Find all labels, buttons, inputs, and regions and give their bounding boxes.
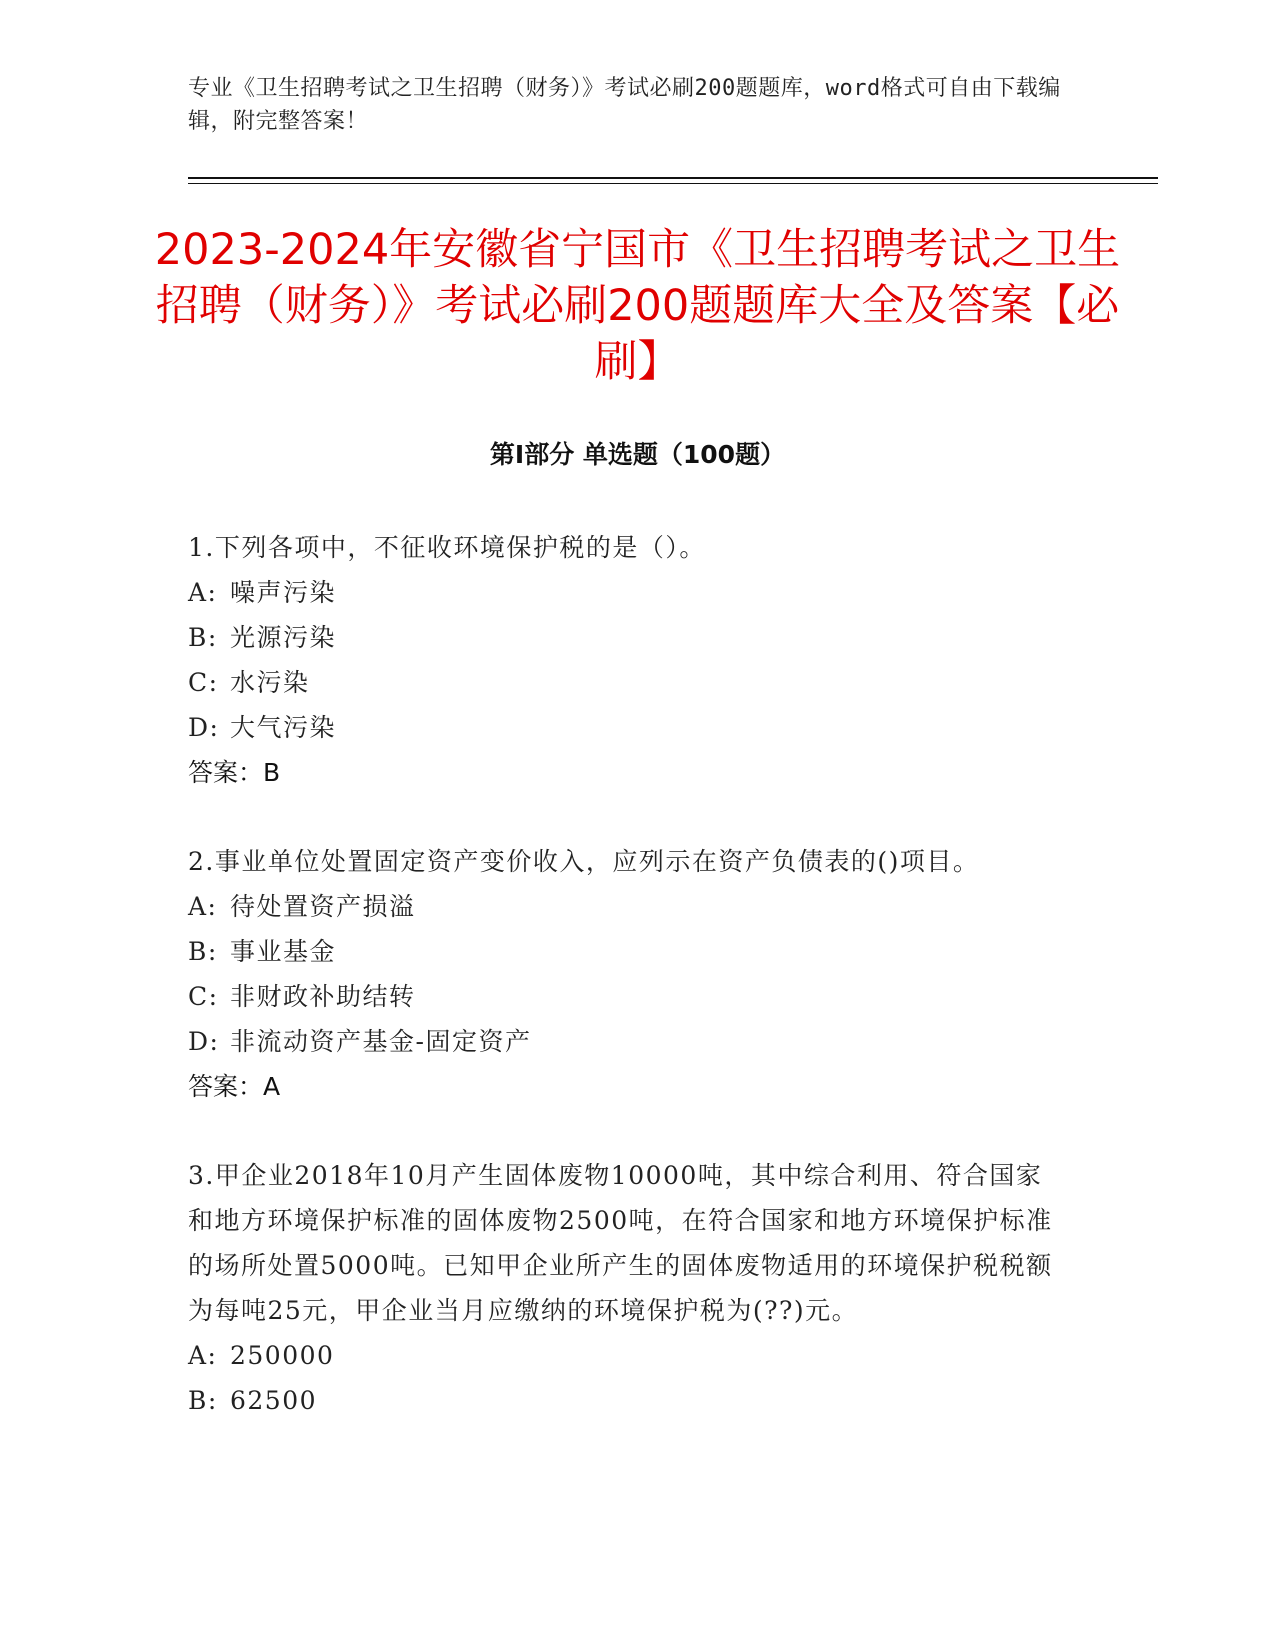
option-letter: C: [188, 668, 219, 697]
question-stem: 1.下列各项中，不征收环境保护税的是（）。 [188, 533, 706, 562]
question-1 [188, 525, 1068, 795]
option-letter: B: [188, 937, 218, 966]
question-stem: 3.甲企业2018年10月产生固体废物10000吨，其中综合利用、符合国家和地方环境保护标准的固体废物2500吨，在符合国家和地方环境保护标准的场所处置5000吨。已知甲企业所产生的固体废物适用的环境保护税税额为每吨25元，甲企业当月应缴纳的环境保护税为(??)元。 [188, 1161, 1053, 1325]
option-letter: C: [188, 982, 219, 1011]
answer-line: 答案：A [188, 1072, 281, 1101]
answer-line: 答案：B [188, 758, 281, 787]
option-text: 大气污染 [230, 713, 337, 742]
option-a [188, 570, 1068, 615]
option-letter: A: [188, 1341, 218, 1370]
option-letter: B: [188, 1386, 218, 1415]
option-text: 事业基金 [230, 937, 337, 966]
option-d [188, 1019, 1068, 1064]
header-rule-thick [188, 177, 1158, 179]
option-a [188, 1333, 1068, 1378]
option-a [188, 884, 1068, 929]
option-b [188, 1378, 1068, 1423]
option-text: 非财政补助结转 [230, 982, 416, 1011]
section-title: 第Ⅰ部分 单选题（100题） [489, 440, 786, 469]
option-text: 水污染 [230, 668, 310, 697]
option-d [188, 705, 1068, 750]
option-text: 光源污染 [230, 623, 337, 652]
option-text: 250000 [230, 1341, 335, 1370]
question-2 [188, 839, 1068, 1109]
question-list [188, 525, 1068, 1467]
option-letter: A: [188, 578, 218, 607]
document-title: 2023-2024年安徽省宁国市《卫生招聘考试之卫生招聘（财务）》考试必刷200题题库大全及答案【必刷】 [154, 225, 1121, 387]
option-text: 待处置资产损溢 [230, 892, 416, 921]
header-rule-thin [188, 183, 1158, 184]
option-text: 非流动资产基金-固定资产 [230, 1027, 532, 1056]
option-text: 62500 [230, 1386, 318, 1415]
option-c [188, 974, 1068, 1019]
option-b [188, 929, 1068, 974]
question-3 [188, 1153, 1068, 1423]
option-text: 噪声污染 [230, 578, 337, 607]
option-letter: D: [188, 1027, 220, 1056]
option-letter: D: [188, 713, 220, 742]
question-stem: 2.事业单位处置固定资产变价收入，应列示在资产负债表的()项目。 [188, 847, 980, 876]
header-note: 专业《卫生招聘考试之卫生招聘（财务）》考试必刷200题题库，word格式可自由下载编辑，附完整答案！ [188, 76, 1061, 134]
option-letter: B: [188, 623, 218, 652]
option-letter: A: [188, 892, 218, 921]
option-b [188, 615, 1068, 660]
option-c [188, 660, 1068, 705]
